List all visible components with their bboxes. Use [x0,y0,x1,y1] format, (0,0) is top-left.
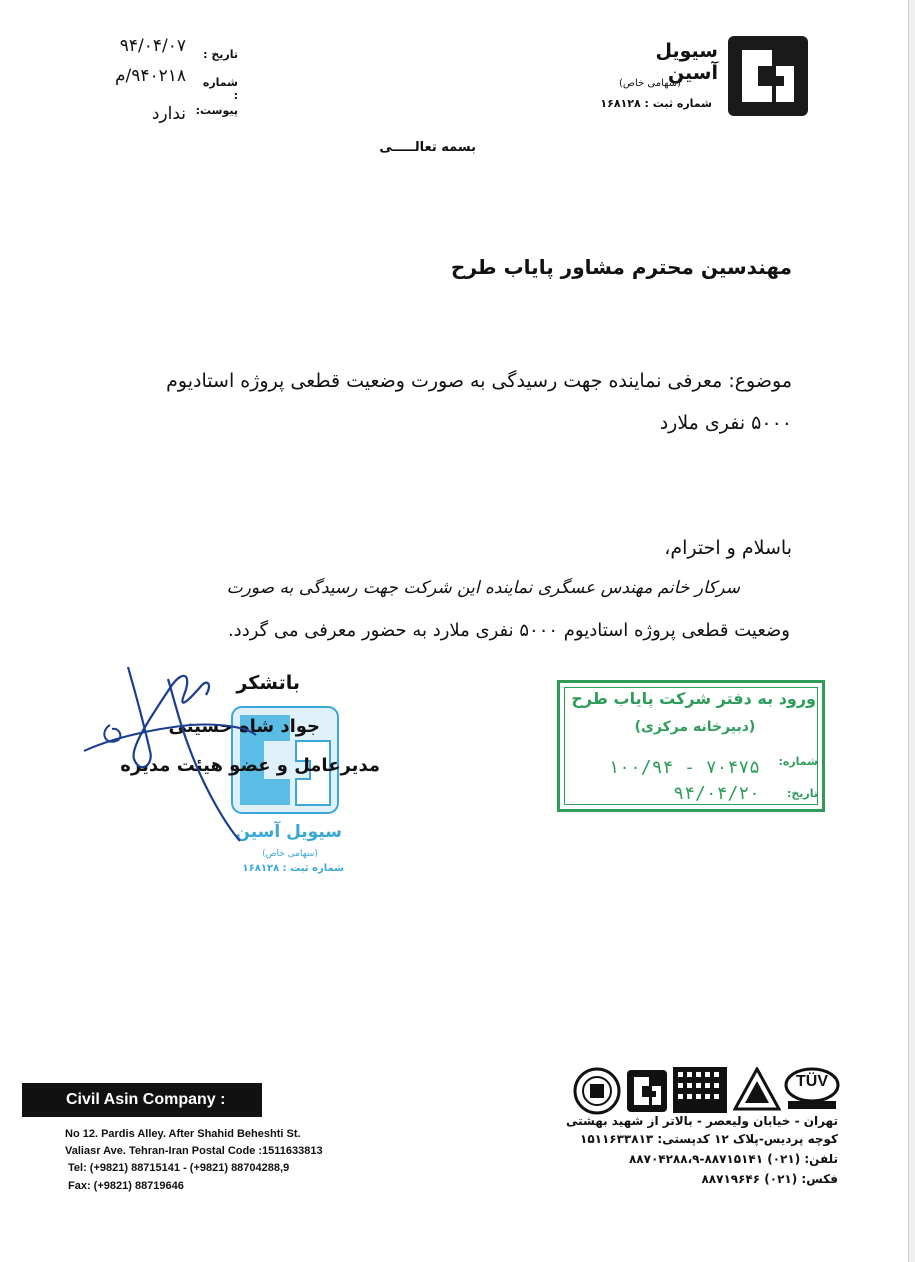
tuv-certification-logo [784,1067,840,1111]
footer-fax-en: Fax: (+9821) 88719646 [68,1180,184,1192]
footer-fax-fa: فکس: (۰۲۱) ۸۸۷۱۹۶۴۶ [701,1172,838,1186]
triangle-logo-icon [733,1067,781,1111]
date-label: تاریخ : [203,48,238,61]
footer-company-bar: Civil Asin Company : [22,1083,262,1117]
subject-line-2: ۵۰۰۰ نفری ملارد [659,412,792,434]
attachment-label: پیوست: [195,104,238,117]
footer-address-fa-2: کوچه پردیس-پلاک ۱۲ کدپستی: ۱۵۱۱۶۳۳۸۱۳ [580,1132,838,1146]
stamp-title: ورود به دفتر شرکت پایاب طرح [571,689,816,708]
seal-registration: شماره ثبت : ۱۶۸۱۲۸ [242,863,344,874]
stamp-date-label: تاریخ: [786,787,818,800]
number-label: شماره : [202,76,238,102]
recipient: مهندسین محترم مشاور پایاب طرح [450,255,792,279]
seal-company-type: (سهامی خاص) [262,849,318,859]
closing: باتشکر [236,672,300,694]
stamp-subtitle: (دبیرخانه مرکزی) [634,719,756,735]
company-name: سیویل آسین [655,40,718,84]
stamp-date-value: ۹۴/۰۴/۲۰ [673,783,760,804]
subject-line-1: موضوع: معرفی نماینده جهت رسیدگی به صورت وضعیت قطعی پروژه استادیوم [166,370,792,392]
footer-address-en-2: Valiasr Ave. Tehran-Iran Postal Code :1511633813 [65,1145,323,1157]
received-stamp [557,680,825,812]
attachment-value: ندارد [151,104,186,124]
paragraph-line-1: سرکار خانم مهندس عسگری نماینده این شرکت جهت رسیدگی به صورت [226,578,740,598]
number-value: ۹۴۰۲۱۸/م [114,66,186,86]
signer-position: مدیرعامل و عضو هیئت مدیره [120,755,380,776]
footer-tel-en: Tel: (+9821) 88715141 - (+9821) 88704288,9 [68,1162,290,1174]
tuv-text: TÜV [796,1073,828,1090]
company-registration: شماره ثبت : ۱۶۸۱۲۸ [600,97,712,110]
building-logo-icon [673,1067,727,1113]
stamp-number-label: شماره: [778,755,818,768]
certification-seal-icon [573,1067,621,1115]
subject [150,360,792,444]
company-type: (سهامی خاص) [618,78,682,89]
company-logo-icon [728,36,808,116]
small-company-logo-icon [627,1070,667,1112]
footer-address-fa-1: تهران - خیابان ولیعصر - بالاتر از شهید بهشتی [565,1114,838,1128]
paragraph-line-2: وضعیت قطعی پروژه استادیوم ۵۰۰۰ نفری ملارد به حضور معرفی می گردد. [227,620,790,641]
scan-edge [908,0,915,1262]
footer-address-en-1: No 12. Pardis Alley. After Shahid Beheshti St. [65,1128,301,1140]
date-value: ۹۴/۰۴/۰۷ [119,36,186,56]
seal-company-name: سیویل آسین [235,822,342,842]
signature-icon [80,655,260,845]
greeting: باسلام و احترام، [664,537,792,559]
stamp-number-value: ۱۰۰/۹۴ - ۷۰۴۷۵ [608,757,760,778]
footer-tel-fa: تلفن: (۰۲۱) ۸۸۷۱۵۱۴۱-۸۸۷۰۴۲۸۸،۹ [628,1152,838,1166]
signer-name: جواد شاه حسینی [168,716,320,737]
basmala: بسمه تعالـــــی [379,140,476,155]
